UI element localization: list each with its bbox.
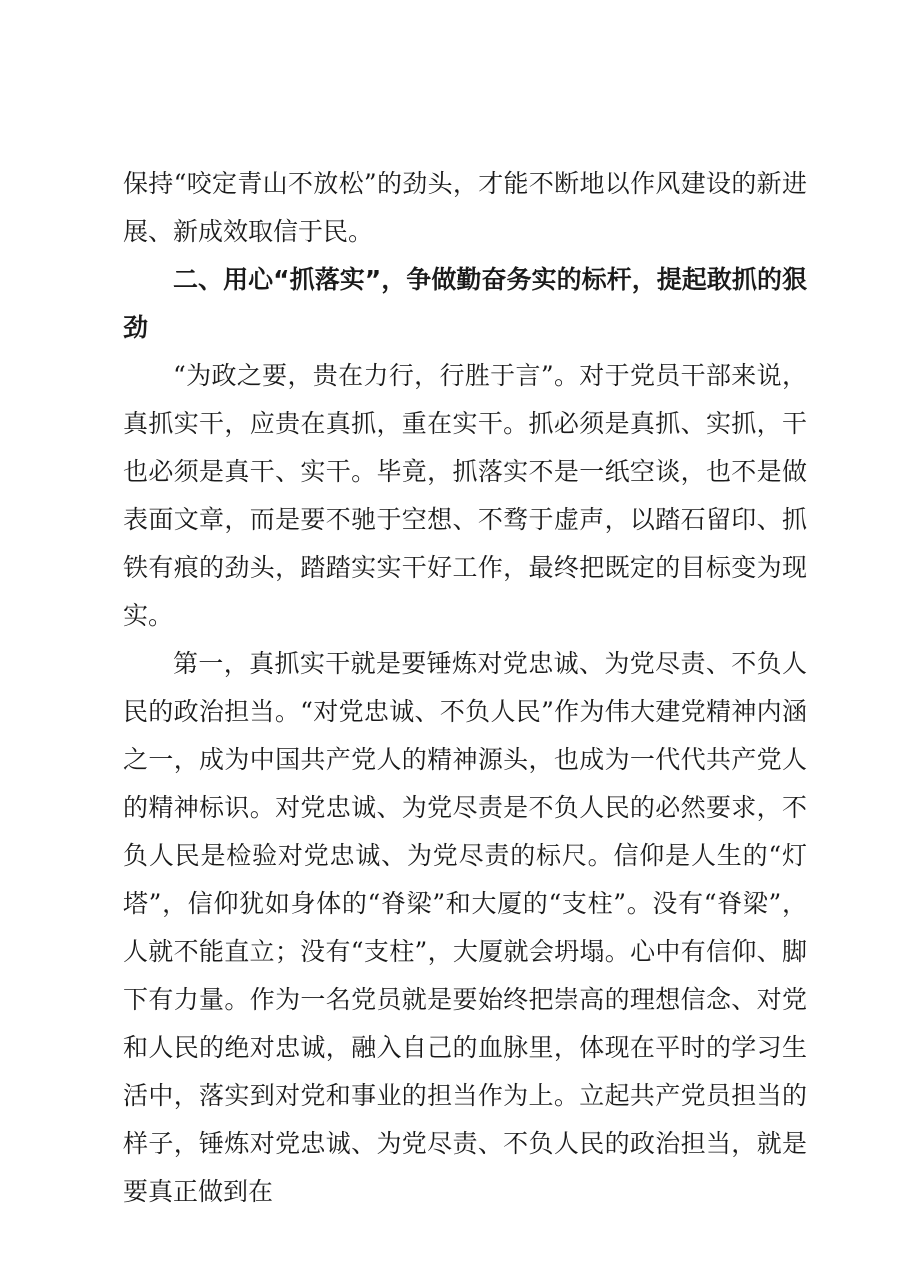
- paragraph-first-point: 第一，真抓实干就是要锤炼对党忠诚、为党尽责、不负人民的政治担当。“对党忠诚、不负人民”作为伟大建党精神内涵之一，成为中国共产党人的精神源头，也成为一代代共产党人的精神标识。对党忠诚、为党尽责是不负人民的必然要求，不负人民是检验对党忠诚、为党尽责的标尺。信仰是人生的“灯塔”，信仰犹如身体的“脊梁”和大厦的“支柱”。没有“脊梁”，人就不能直立；没有“支柱”，大厦就会坍塌。心中有信仰、脚下有力量。作为一名党员就是要始终把崇高的理想信念、对党和人民的绝对忠诚，融入自己的血脉里，体现在平时的学习生活中，落实到对党和事业的担当作为上。立起共产党员担当的样子，锤炼对党忠诚、为党尽责、不负人民的政治担当，就是要真正做到在: [123, 649, 807, 1206]
- section-heading: 二、用心“抓落实”，争做勤奋务实的标杆，提起敢抓的狠劲: [123, 265, 807, 342]
- paragraph-continuation: 保持“咬定青山不放松”的劲头，才能不断地以作风建设的新进展、新成效取信于民。: [123, 169, 807, 246]
- document-body: [123, 160, 807, 1216]
- paragraph-quote-intro: “为政之要，贵在力行，行胜于言”。对于党员干部来说，真抓实干，应贵在真抓，重在实干。抓必须是真抓、实抓，干也必须是真干、实干。毕竟，抓落实不是一纸空谈，也不是做表面文章，而是要不驰于空想、不骛于虚声，以踏石留印、抓铁有痕的劲头，踏踏实实干好工作，最终把既定的目标变为现实。: [123, 361, 807, 630]
